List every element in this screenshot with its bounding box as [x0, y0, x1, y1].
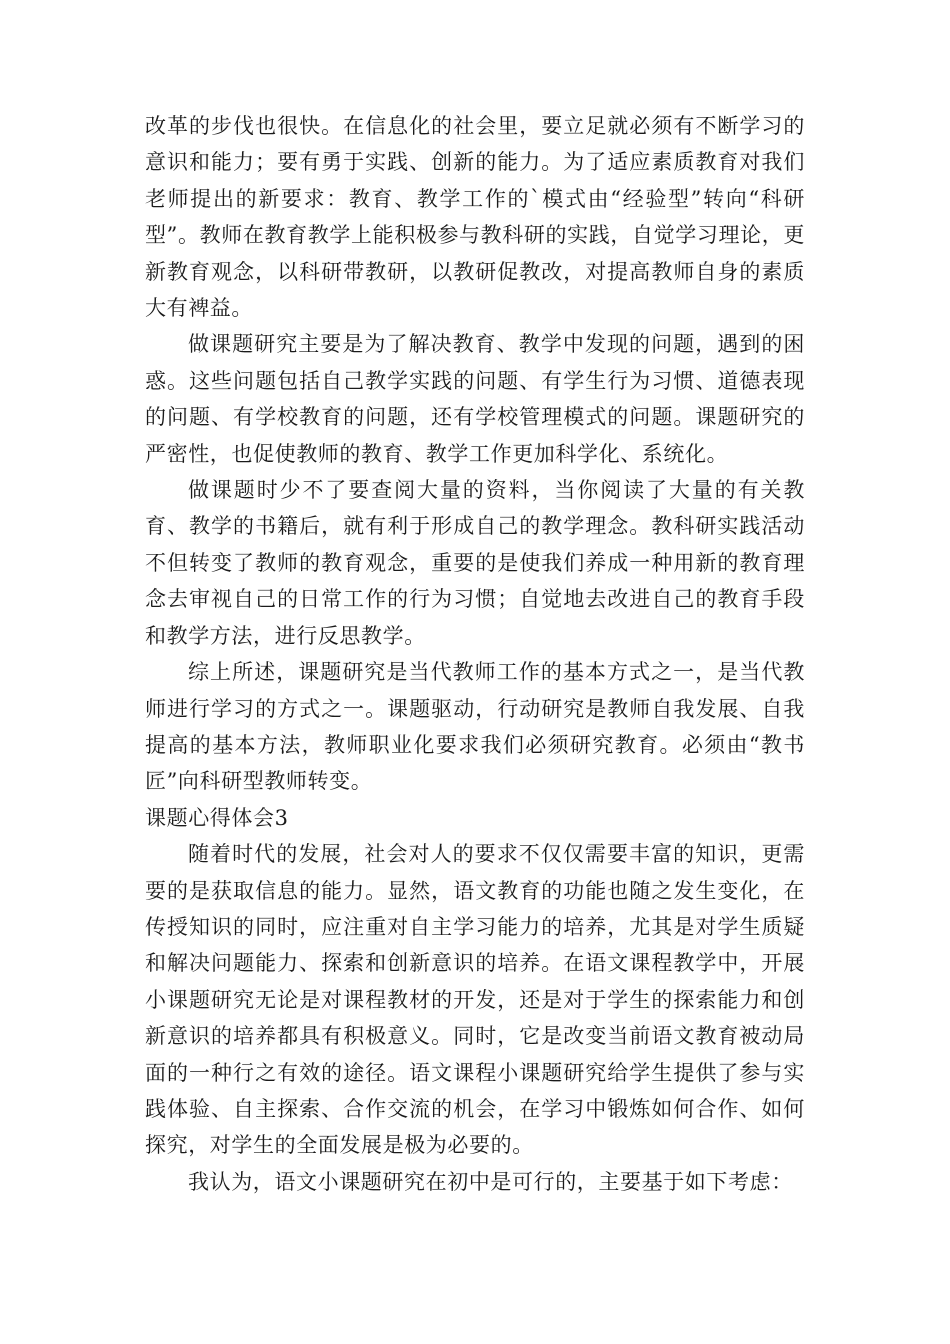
section-heading: 课题心得体会3 — [145, 805, 289, 830]
paragraph-3: 做课题时少不了要查阅大量的资料，当你阅读了大量的有关教育、教学的书籍后，就有利于形成自己的教学理念。教科研实践活动不但转变了教师的教育观念，重要的是使我们养成一种用新的教育理念去审视自己的日常工作的行为习惯；自觉地去改进自己的教育手段和教学方法，进行反思教学。 — [145, 478, 805, 648]
paragraph-1: 改革的步伐也很快。在信息化的社会里，要立足就必须有不断学习的意识和能力；要有勇于实践、创新的能力。为了适应素质教育对我们老师提出的新要求：教育、教学工作的`模式由“经验型”转向“科研型”。教师在教育教学上能积极参与教科研的实践，自觉学习理论，更新教育观念，以科研带教研，以教研促教改，对提高教师自身的素质大有裨益。 — [145, 114, 805, 321]
paragraph-4: 综上所述，课题研究是当代教师工作的基本方式之一，是当代教师进行学习的方式之一。课题驱动，行动研究是教师自我发展、自我提高的基本方法，教师职业化要求我们必须研究教育。必须由“教书匠”向科研型教师转变。 — [145, 660, 805, 794]
paragraph-6: 我认为，语文小课题研究在初中是可行的，主要基于如下考虑： — [188, 1169, 793, 1194]
document-body — [145, 108, 805, 1200]
paragraph-2: 做课题研究主要是为了解决教育、教学中发现的问题，遇到的困惑。这些问题包括自己教学实践的问题、有学生行为习惯、道德表现的问题、有学校教育的问题，还有学校管理模式的问题。课题研究的严密性，也促使教师的教育、教学工作更加科学化、系统化。 — [145, 332, 805, 466]
paragraph-5: 随着时代的发展，社会对人的要求不仅仅需要丰富的知识，更需要的是获取信息的能力。显然，语文教育的功能也随之发生变化，在传授知识的同时，应注重对自主学习能力的培养，尤其是对学生质疑和解决问题能力、探索和创新意识的培养。在语文课程教学中，开展小课题研究无论是对课程教材的开发，还是对于学生的探索能力和创新意识的培养都具有积极意义。同时，它是改变当前语文教育被动局面的一种行之有效的途径。语文课程小课题研究给学生提供了参与实践体验、自主探索、合作交流的机会，在学习中锻炼如何合作、如何探究，对学生的全面发展是极为必要的。 — [145, 842, 805, 1158]
